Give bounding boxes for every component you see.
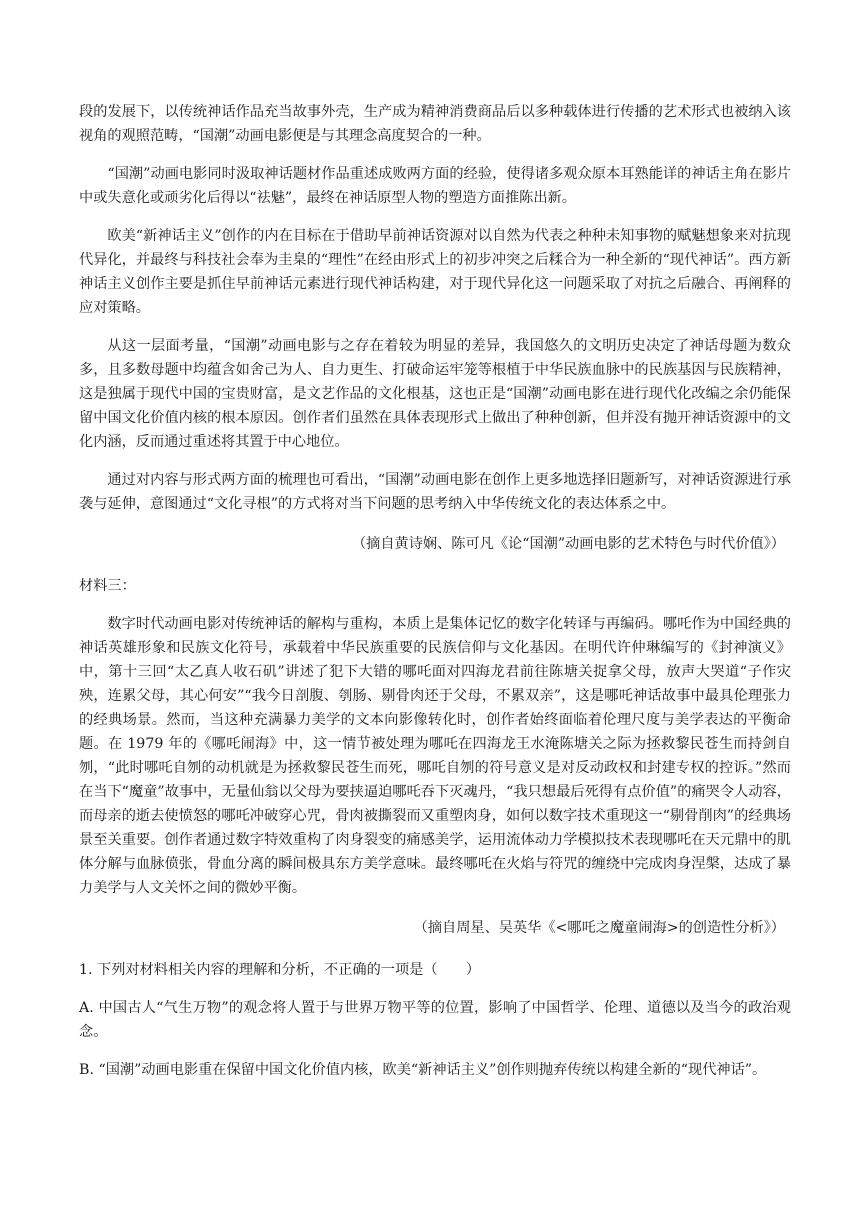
question-1-stem: 1. 下列对材料相关内容的理解和分析，不正确的一项是（ ） — [79, 962, 481, 978]
material2-source-citation: （摘自黄诗娴、陈可凡《论“国潮”动画电影的艺术特色与时代价值》） — [351, 536, 785, 552]
material3-source-citation: （摘自周星、吴英华《<哪吒之魔童闹海>的创造性分析》） — [413, 920, 785, 936]
document-page — [79, 100, 791, 1082]
question-1-option-a: A. 中国古人“气生万物”的观念将人置于与世界万物平等的位置，影响了中国哲学、伦理、道德以及当今的政治观念。 — [79, 1000, 791, 1040]
material2-paragraph-4: 从这一层面考量，“国潮”动画电影与之存在着较为明显的差异，我国悠久的文明历史决定了神话母题为数众多，且多数母题中均蕴含如舍己为人、自力更生、打破命运牢笼等根植于中华民族血脉中的民族基因与民族精神，这是独属于现代中国的宝贵财富，是文艺作品的文化根基，这也正是“国潮”动画电影在进行现代化改编之余仍能保留中国文化价值内核的根本原因。创作者们虽然在具体表现形式上做出了种种创新，但并没有抛开神话资源中的文化内涵，反而通过重述将其置于中心地位。 — [79, 338, 791, 450]
material2-paragraph-2: “国潮”动画电影同时汲取神话题材作品重述成败两方面的经验，使得诸多观众原本耳熟能详的神话主角在影片中或失意化或顽劣化后得以“祛魅”，最终在神话原型人物的塑造方面推陈出新。 — [79, 166, 791, 206]
question-1-option-b: B. “国潮”动画电影重在保留中国文化价值内核，欧美“新神话主义”创作则抛弃传统以构建全新的“现代神话”。 — [79, 1062, 767, 1078]
material3-label: 材料三： — [79, 578, 136, 594]
material3-paragraph: 数字时代动画电影对传统神话的解构与重构，本质上是集体记忆的数字化转译与再编码。哪吒作为中国经典的神话英雄形象和民族文化符号，承载着中华民族重要的民族信仰与文化基因。在明代许仲琳编写的《封神演义》中，第十三回“太乙真人收石矶”讲述了犯下大错的哪吒面对四海龙君前往陈塘关捉拿父母，放声大哭道“子作灾殃，连累父母，其心何安”“我今日剖腹、刳肠、剔骨肉还于父母，不累双亲”，这是哪吒神话故事中最具伦理张力的经典场景。然而，当这种充满暴力美学的文本向影像转化时，创作者始终面临着伦理尺度与美学表达的平衡命题。在 1979 年的《哪吒闹海》中，这一情节被处理为哪吒在四海龙王水淹陈塘关之际为拯救黎民苍生而持剑自刎，“此时哪吒自刎的动机就是为拯救黎民苍生而死，哪吒自刎的符号意义是对反动政权和封建专权的控诉。”然而在当下“魔童”故事中，无量仙翁以父母为要挟逼迫哪吒吞下灭魂丹，“我只想最后死得有点价值”的痛哭令人动容，而母亲的逝去使愤怒的哪吒冲破穿心咒，骨肉被撕裂而又重塑肉身，如何以数字技术重现这一“剔骨削肉”的经典场景至关重要。创作者通过数字特效重构了肉身裂变的痛感美学，运用流体动力学模拟技术表现哪吒在天元鼎中的肌体分解与血脉偾张，骨血分离的瞬间极具东方美学意味。最终哪吒在火焰与符咒的缠绕中完成肉身涅槃，达成了暴力美学与人文关怀之间的微妙平衡。 — [79, 616, 791, 896]
material2-paragraph-3: 欧美“新神话主义”创作的内在目标在于借助早前神话资源对以自然为代表之种种未知事物的赋魅想象来对抗现代异化，并最终与科技社会奉为圭臬的“理性”在经由形式上的初步冲突之后糅合为一种全新的“现代神话”。西方新神话主义创作主要是抓住早前神话元素进行现代神话构建，对于现代异化这一问题采取了对抗之后融合、再阐释的应对策略。 — [79, 228, 791, 316]
material2-paragraph-5: 通过对内容与形式两方面的梳理也可看出，“国潮”动画电影在创作上更多地选择旧题新写，对神话资源进行承袭与延伸，意图通过“文化寻根”的方式将对当下问题的思考纳入中华传统文化的表达体系之中。 — [79, 472, 791, 512]
material2-paragraph-1: 段的发展下，以传统神话作品充当故事外壳，生产成为精神消费商品后以多种载体进行传播的艺术形式也被纳入该视角的观照范畴，“国潮”动画电影便是与其理念高度契合的一种。 — [79, 104, 791, 144]
